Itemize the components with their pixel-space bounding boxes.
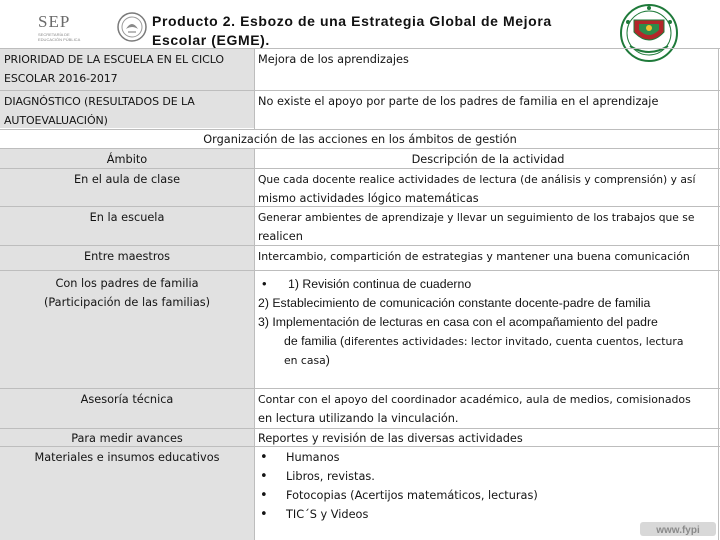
list-item-text: Libros, revistas. <box>286 470 375 483</box>
school-emblem-icon <box>614 2 684 64</box>
list-item-text: Humanos <box>286 451 340 464</box>
prioridad-label-line-2: ESCOLAR 2016-2017 <box>4 72 118 85</box>
ambito-padres <box>0 274 254 312</box>
ambito-aula: En el aula de clase <box>73 173 181 186</box>
right-border <box>718 48 719 540</box>
list-item-text: Fotocopias (Acertijos matemáticos, lecturas) <box>286 489 538 502</box>
desc-padres <box>258 274 718 370</box>
ambito-padres-line-2: (Participación de las familias) <box>43 296 211 309</box>
prioridad-value: Mejora de los aprendizajes <box>258 53 409 66</box>
list-item <box>258 467 718 486</box>
desc-maestros: Intercambio, compartición de estrategias y mantener una buena comunicación <box>258 250 690 263</box>
diagnostico-value: No existe el apoyo por parte de los padres de familia en el aprendizaje <box>258 95 659 108</box>
desc-padres-text-5b: ) <box>325 353 330 367</box>
list-item <box>258 448 718 467</box>
desc-aula-line-1: Que cada docente realice actividades de lectura (de análisis y comprensión) y así <box>258 173 696 186</box>
desc-aula <box>258 170 718 208</box>
prioridad-label-line-1: PRIORIDAD DE LA ESCUELA EN EL CICLO <box>4 53 224 66</box>
ambito-asesoria: Asesoría técnica <box>80 393 174 406</box>
desc-padres-text-4a: de familia ( <box>284 334 345 348</box>
bullet-icon <box>258 470 286 483</box>
page-title <box>152 12 612 50</box>
ambito-padres-line-1: Con los padres de familia <box>55 277 199 290</box>
ambito-materiales: Materiales e insumos educativos <box>34 451 220 464</box>
sep-logo-subtext: SECRETARÍA DE EDUCACIÓN PÚBLICA <box>38 32 81 42</box>
title-line-2: Escolar (EGME). <box>152 32 270 48</box>
section-title: Organización de las acciones en los ámbitos de gestión <box>203 133 517 146</box>
column-header-descripcion: Descripción de la actividad <box>411 153 565 166</box>
desc-padres-line-2: 2) Establecimiento de comunicación constante docente-padre de familia <box>258 296 651 310</box>
diagnostico-label-line-2: AUTOEVALUACIÓN) <box>4 114 108 127</box>
desc-escuela-line-1: Generar ambientes de aprendizaje y llevar un seguimiento de los trabajos que se <box>258 211 695 224</box>
diagnostico-label-line-1: DIAGNÓSTICO (RESULTADOS DE LA <box>4 95 195 108</box>
bullet-icon <box>258 451 286 464</box>
ambito-escuela: En la escuela <box>89 211 165 224</box>
prioridad-label <box>4 50 254 88</box>
desc-asesoria-line-2: en lectura utilizando la vinculación. <box>258 412 459 425</box>
desc-asesoria <box>258 390 718 428</box>
bullet-icon <box>260 277 288 291</box>
bullet-icon <box>258 508 286 521</box>
desc-escuela <box>258 208 718 246</box>
desc-materiales-list <box>258 448 718 524</box>
rule <box>0 90 720 91</box>
sep-logo-text: SEP <box>38 12 71 31</box>
bullet-icon <box>258 489 286 502</box>
diagnostico-label <box>4 92 254 130</box>
list-item <box>258 486 718 505</box>
desc-aula-line-2: mismo actividades lógico matemáticas <box>258 192 479 205</box>
list-item-text: TIC´S y Videos <box>286 508 369 521</box>
desc-padres-line-3: 3) Implementación de lecturas en casa con el acompañamiento del padre <box>258 315 658 329</box>
desc-padres-text-4b: diferentes actividades: lector invitado, cuenta cuentos, lectura <box>344 335 684 348</box>
desc-padres-line-5 <box>258 351 718 370</box>
column-divider <box>254 148 255 540</box>
watermark-logo <box>640 520 716 538</box>
rule <box>0 270 720 271</box>
desc-padres-line-1 <box>258 274 718 294</box>
desc-padres-text-1: 1) Revisión continua de cuaderno <box>288 277 472 291</box>
rule <box>0 388 720 389</box>
desc-padres-text-5: en casa <box>284 354 326 367</box>
column-header-ambito: Ámbito <box>106 153 148 166</box>
sep-logo <box>8 6 148 46</box>
watermark-text: www.fypi <box>656 525 700 536</box>
desc-medir-avances: Reportes y revisión de las diversas actividades <box>258 432 523 445</box>
ambito-maestros: Entre maestros <box>83 250 171 263</box>
column-divider <box>254 48 255 130</box>
ambito-medir-avances: Para medir avances <box>71 432 183 445</box>
desc-escuela-line-2: realicen <box>258 230 303 243</box>
desc-asesoria-line-1: Contar con el apoyo del coordinador académico, aula de medios, comisionados <box>258 393 691 406</box>
desc-padres-line-4 <box>258 332 718 351</box>
mexico-seal-icon <box>116 11 148 43</box>
rule <box>0 48 720 49</box>
title-line-1: Producto 2. Esbozo de una Estrategia Global de Mejora <box>152 13 552 29</box>
